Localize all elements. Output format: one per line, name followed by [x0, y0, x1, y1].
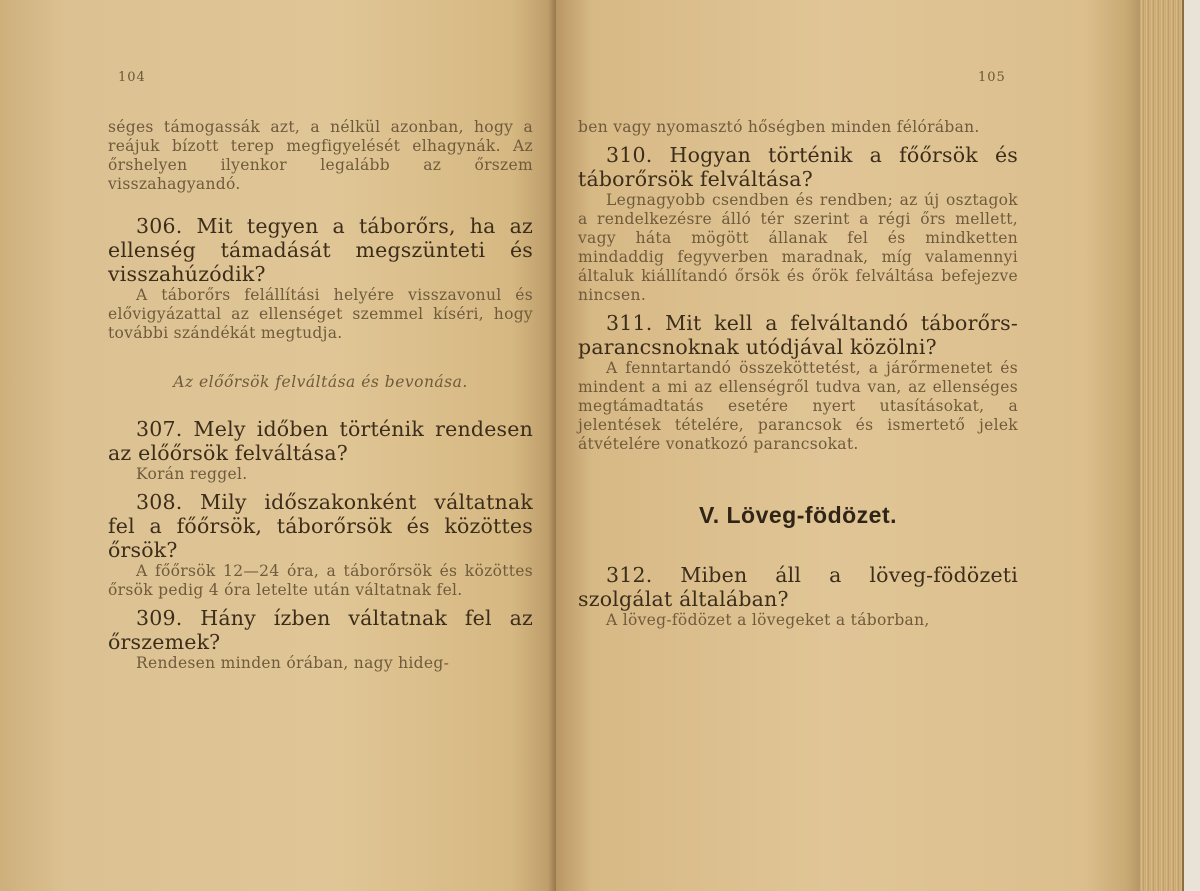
question-308: 308. Mily időszakonként váltatnak fel a főőrsök, táborőrsök és közöttes őrsök? [108, 490, 533, 562]
section-subtitle: Az előőrsök felváltása és bevonása. [173, 373, 468, 391]
question-311: 311. Mit kell a felváltandó táborőrs-parancsnoknak utódjával közölni? [578, 311, 1018, 359]
paragraph: ben vagy nyomasztó hőségben minden félórában. [578, 118, 980, 136]
paragraph: séges támogassák azt, a nélkül azonban, hogy a reájuk bízott terep megfigyelését elhagynák. Az őrshelyen ilyenkor legalább az őrszem visszahagyandó. [108, 118, 533, 193]
page-number: 105 [978, 70, 1006, 85]
left-text-block [108, 118, 533, 673]
question-307: 307. Mely időben történik rendesen az előőrsök felváltása? [108, 417, 533, 465]
answer-310: Legnagyobb csendben és rendben; az új osztagok a rendelkezésre álló tér szerint a régi őrs mellett, vagy háta mögött állanak fel és mindketten mindaddig fegyverben maradnak, míg valamennyi általuk kiállítandó őrsök és őrök felváltása befejezve nincsen. [578, 191, 1018, 304]
left-page [0, 0, 556, 891]
answer-311: A fenntartandó összeköttetést, a járőrmenetet és mindent a mi az ellenségről tudva van, az ellenséges megtámadtatás esetére nyert utasításokat, a jelentések tételére, parancsok és ismertető jelek átvételére vonatkozó parancsokat. [578, 359, 1018, 453]
chapter-heading: V. Löveg-födözet. [698, 502, 898, 528]
answer-312: A löveg-födözet a lövegeket a táborban, [606, 611, 930, 629]
question-312: 312. Miben áll a löveg-födözeti szolgálat általában? [578, 563, 1018, 611]
answer-309: Rendesen minden órában, nagy hideg- [136, 654, 450, 672]
answer-307: Korán reggel. [136, 465, 248, 483]
right-page [556, 0, 1156, 891]
answer-306: A táborőrs felállítási helyére visszavonul és elővigyázattal az ellenséget szemmel kíséri, hogy további szándékát megtudja. [108, 286, 533, 342]
question-306: 306. Mit tegyen a táborőrs, ha az ellenség támadását megszünteti és visszahúzódik? [108, 214, 533, 286]
right-text-block [578, 118, 1018, 630]
question-309: 309. Hány ízben váltatnak fel az őrszemek? [108, 606, 533, 654]
page-edges [1140, 0, 1184, 891]
answer-308: A főőrsök 12—24 óra, a táborőrsök és közöttes őrsök pedig 4 óra letelte után váltatnak fel. [108, 562, 533, 599]
question-310: 310. Hogyan történik a főőrsök és táborőrsök felváltása? [578, 143, 1018, 191]
page-number: 104 [118, 70, 146, 85]
